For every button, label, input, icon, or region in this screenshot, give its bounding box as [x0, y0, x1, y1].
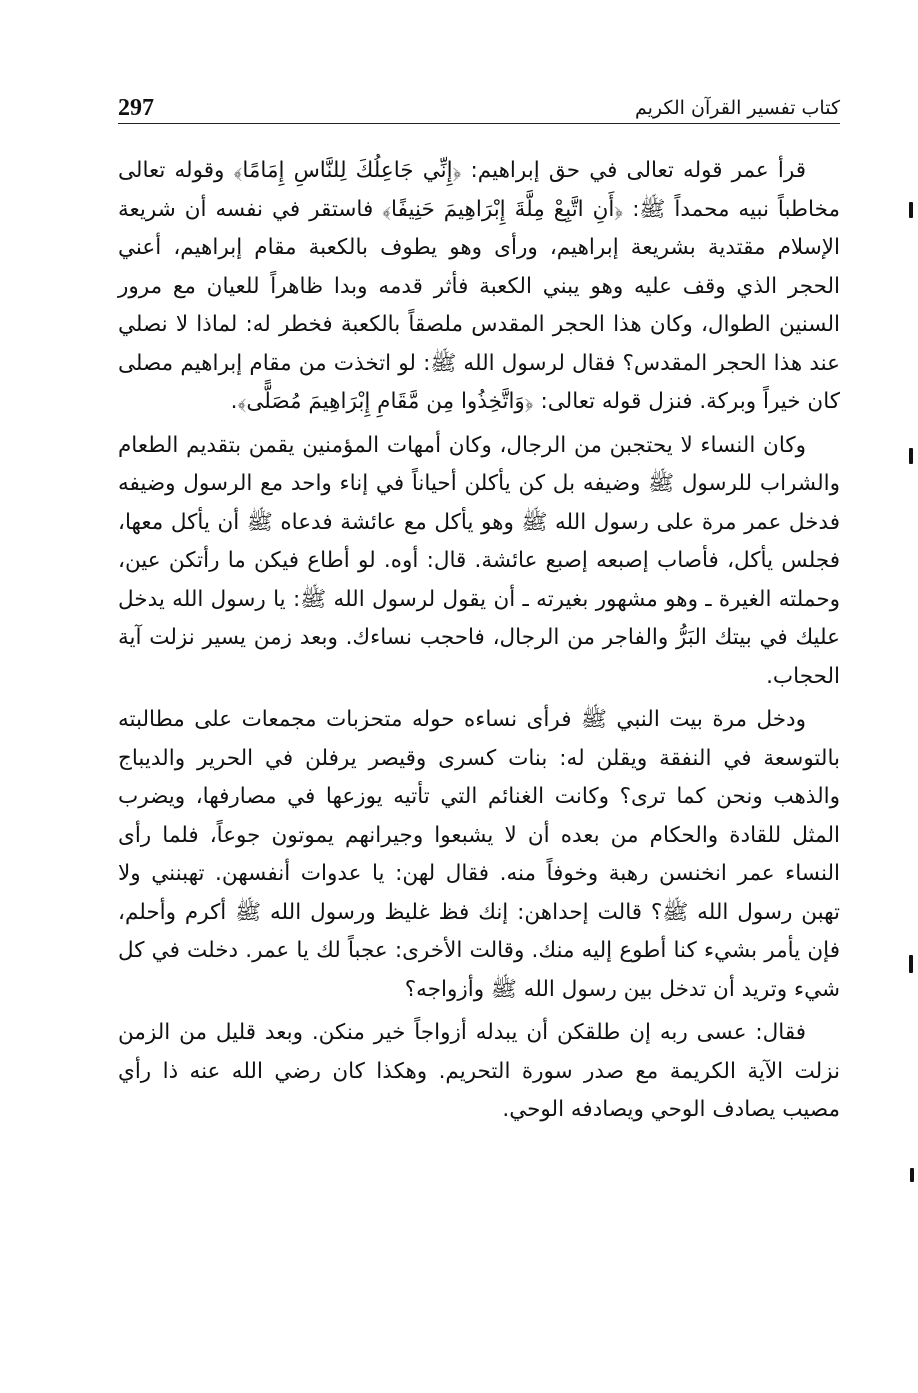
body-text: [118, 152, 840, 1135]
paragraph-2: وكان النساء لا يحتجبن من الرجال، وكان أمهات المؤمنين يقمن بتقديم الطعام والشراب للرسول ﷺ وضيفه بل كن يأكلن أحياناً في إناء واحد مع الرسول وضيفه فدخل عمر مرة على رسول الله ﷺ وهو يأكل مع عائشة فدعاه ﷺ أن يأكل معها، فجلس يأكل، فأصاب إصبعه إصبع عائشة. قال: أوه. لو أطاع فيكن ما رأتكن عين، وحملته الغيرة ـ وهو مشهور بغيرته ـ أن يقول لرسول الله ﷺ: يا رسول الله يدخل عليك في بيتك البَرُّ والفاجر من الرجال، فاحجب نساءك. وبعد زمن يسير نزلت آية الحجاب.: [118, 432, 840, 689]
book-title: كتاب تفسير القرآن الكريم: [634, 97, 840, 119]
margin-mark: [909, 202, 913, 218]
margin-mark: [910, 1168, 914, 1182]
running-header: [118, 82, 840, 122]
paragraph-1: قرأ عمر قوله تعالى في حق إبراهيم: ﴿إِنِّي جَاعِلُكَ لِلنَّاسِ إِمَامًا﴾ وقوله تعالى مخاطباً نبيه محمداً ﷺ: ﴿أَنِ اتَّبِعْ مِلَّةَ إِبْرَاهِيمَ حَنِيفًا﴾ فاستقر في نفسه أن شريعة الإسلام مقتدية بشريعة إبراهيم، ورأى وهو يطوف بالكعبة مقام إبراهيم، أعني الحجر الذي وقف عليه وهو يبني الكعبة فأثر قدمه وبدا ظاهراً للعيان مع مرور السنين الطوال، وكان هذا الحجر المقدس ملصقاً بالكعبة فخطر له: لماذا لا نصلي عند هذا الحجر المقدس؟ فقال لرسول الله ﷺ: لو اتخذت من مقام إبراهيم مصلى كان خيراً وبركة. فنزل قوله تعالى: ﴿وَاتَّخِذُوا مِن مَّقَامِ إِبْرَاهِيمَ مُصَلًّى﴾.: [118, 158, 840, 414]
paragraph-3: ودخل مرة بيت النبي ﷺ فرأى نساءه حوله متحزبات مجمعات على مطالبته بالتوسعة في النفقة ويقلن له: بنات كسرى وقيصر يرفلن في الحرير والديباج والذهب ونحن كما ترى؟ وكانت الغنائم التي تأتيه يوزعها في مصارفها، ويضرب المثل للقادة والحكام من بعده أن لا يشبعوا وجيرانهم يموتون جوعاً، فلما رأى النساء عمر انخنسن رهبة وخوفاً منه. فقال لهن: يا عدوات أنفسهن. تهبنني ولا تهبن رسول الله ﷺ؟ قالت إحداهن: إنك فظ غليظ ورسول الله ﷺ أكرم وأحلم، فإن يأمر بشيء كنا أطوع إليه منك. وقالت الأخرى: عجباً لك يا عمر. دخلت في كل شيء وتريد أن تدخل بين رسول الله ﷺ وأزواجه؟: [118, 707, 840, 1002]
header-rule: [118, 123, 840, 124]
paragraph-4: فقال: عسى ربه إن طلقكن أن يبدله أزواجاً خير منكن. وبعد قليل من الزمن نزلت الآية الكريمة مع صدر سورة التحريم. وهكذا كان رضي الله عنه ذا رأي مصيب يصادف الوحي ويصادفه الوحي.: [118, 1020, 840, 1122]
page-number: 297: [118, 95, 154, 121]
margin-mark: [909, 955, 913, 973]
margin-mark: [909, 448, 913, 464]
